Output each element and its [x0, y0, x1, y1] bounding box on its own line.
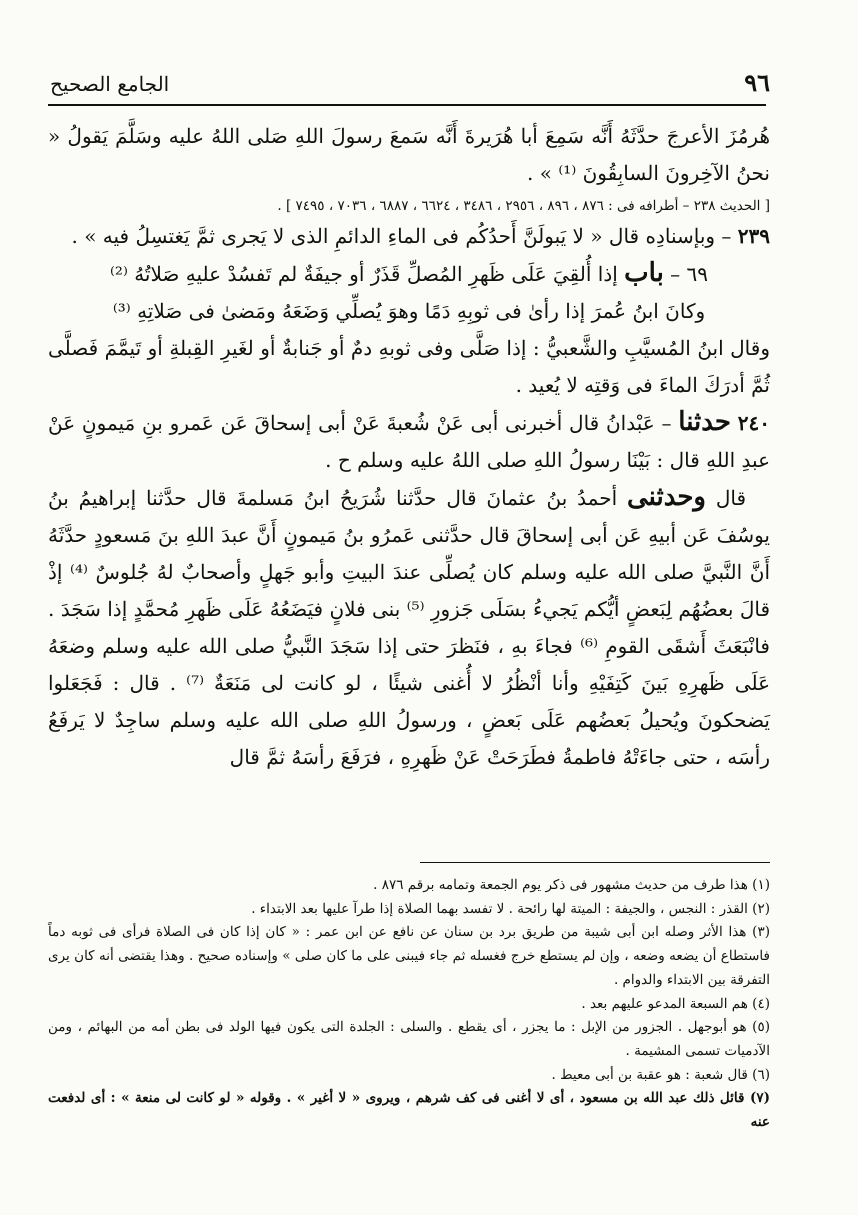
ibn-umar-athar: وكانَ ابنُ عُمرَ إذا رأىٰ فى ثوبِهِ دَمًا وهوَ يُصلِّي وَضَعَهُ ومَضىٰ فى صَلاتِهِ ⁽³⁾	[112, 299, 706, 323]
footnote-4: (٤) هم السبعة المدعو عليهم بعد .	[581, 995, 770, 1012]
footnotes	[48, 874, 770, 1135]
page-header	[50, 68, 770, 104]
qala-word: قال	[715, 486, 746, 510]
hadith-number: ٢٣٩	[737, 224, 770, 248]
running-title: الجامع الصحيح	[50, 72, 170, 96]
hadith-240	[48, 404, 770, 479]
footnote-3: (٣) هذا الأثر وصله ابن أبى شيبة من طريق برد بن سنان عن نافع عن ابن عمر : « كان إذا كان فى الصلاة فرأى فى ثوبه دماً فاستطاع أن يضعه وضعه ، وإن لم يستطع خرج فغسله ثم جاء فيبنى على ما كان صلى » وإسناده صحيح . وهذا يقتضى أنه كان يرى التفرقة بين الابتداء والدوام .	[48, 924, 770, 988]
haddathana-word: حدثنا	[678, 407, 731, 437]
hadith-number: ٢٤٠	[737, 411, 771, 435]
hadith-238-references: [ الحديث ٢٣٨ – أطرافه فى : ٨٧٦ ، ٨٩٦ ، ٢٩٥٦ ، ٣٤٨٦ ، ٦٦٢٤ ، ٦٨٨٧ ، ٧٠٣٦ ، ٧٤٩٥ ] .	[277, 198, 770, 214]
footnote-5: (٥) هو أبوجهل . الجزور من الإبل : ما يجزر ، أى يقطع . والسلى : الجلدة التى يكون فيها الولد فى بطن أمه من البهائم ، ومن الآدميات تسمى المشيمة .	[48, 1019, 770, 1059]
hadith-text: – وبإسنادِه قال « لا يَبولَنَّ أَحدُكُم فى الماءِ الدائمِ الذى لا يَجرى ثمَّ يَغتسِلُ فيه » .	[71, 224, 732, 248]
footnote-rule	[420, 862, 770, 863]
chapter-word: باب	[624, 258, 664, 288]
page-number: ٩٦	[744, 68, 770, 97]
footnote-2: (٢) القذر : النجس ، والجيفة : الميتة لها رائحة . لا تفسد بهما الصلاة إذا طرآ عليها بعد الابتداء .	[251, 900, 770, 917]
haddathani-word: وحدثنى	[626, 482, 706, 512]
chapter-title: إذا أُلقِيَ عَلَى ظَهرِ المُصلِّ قَذَرٌ أو جيفَةٌ لم تَفسُدْ عليهِ صَلاتُهُ ⁽²⁾	[109, 262, 618, 286]
footnote-6: (٦) قال شعبة : هو عقبة بن أبى معيط .	[551, 1066, 770, 1083]
header-rule	[48, 104, 766, 106]
hadith-text: أحمدُ بنُ عثمانَ قال حدَّثنا شُرَيحُ ابنُ مَسلمةَ قال حدَّثنا إبراهيمُ بنُ يوسُفَ عَن أبيهِ عَن أبى إسحاقَ قال حدَّثنى عَمرُو بنُ مَيمونٍ أَنَّ عبدَ اللهِ بنَ مَسعودٍ حدَّثَهُ أَنَّ النَّبيَّ صلى الله عليه وسلم كان يُصلِّى عندَ البيتِ وأبو جَهلٍ وأصحابٌ لهُ جُلوسٌ ⁽⁴⁾ إذْ قالَ بعضُهُم لِبَعضٍ أيُّكم يَجيءُ بسَلَى جَزورِ ⁽⁵⁾ بنى فلانٍ فيَضَعُهُ عَلَى ظَهرِ مُحمَّدٍ إذا سَجَدَ . فانْبَعَثَ أَشقَى القومِ ⁽⁶⁾ فجاءَ بهِ ، فنَظرَ حتى إذا سَجَدَ النَّبيُّ صلى الله عليه وسلم وضعَهُ عَلَى ظَهرِهِ بَينَ كَتِفَيْهِ وأنا أنْظُرُ لا أُغنى شيئًا ، لو كانت لى مَنَعَةٌ ⁽⁷⁾ . قال : فَجَعَلوا يَضحكونَ ويُحيلُ بَعضُهم عَلَى بَعضٍ ، ورسولُ اللهِ صلى الله عليه وسلم ساجِدٌ لا يَرفَعُ رأسَه ، حتى جاءَتْهُ فاطمةُ فطَرَحَتْ عَنْ ظَهرِهِ ، فرَفَعَ رأسَهُ ثمَّ قال	[48, 486, 771, 769]
hadith-240-second-chain	[48, 479, 770, 776]
chapter-heading-69	[48, 255, 770, 293]
hadith-239	[48, 218, 770, 255]
footnote-1: (١) هذا طرف من حديث مشهور فى ذكر يوم الجمعة وتمامه برقم ٨٧٦ .	[373, 877, 770, 893]
hadith-text: – عَبْدانُ قال أخبرنى أبى عَنْ شُعبةَ عَنْ أبى إسحاقَ عَن عَمرو بنِ مَيمونٍ عَنْ عبدِ اللهِ قال : بَيْنَا رسولُ اللهِ صلى اللهُ عليه وسلم ح .	[48, 411, 770, 472]
hadith-238-ending: هُرمُزَ الأعرجَ حدَّثَهُ أَنَّه سَمِعَ أبا هُرَيرةَ أَنَّه سَمعَ رسولَ اللهِ صَلى اللهُ عليه وسَلَّمَ يَقولُ « نحنُ الآخِرونَ السابِقُونَ ⁽¹⁾ » .	[48, 124, 770, 185]
chapter-number: ٦٩ –	[670, 262, 709, 286]
footnote-7: (٧) قائل ذلك عبد الله بن مسعود ، أى لا أغنى فى كف شرهم ، ويروى « لا أغير » . وقوله « لو كانت لى منعة » : أى لدفعت عنه	[48, 1090, 770, 1131]
main-text	[48, 118, 770, 776]
ibn-musayyib-athar: وقال ابنُ المُسيَّبِ والشَّعبيُّ : إذا صَلَّى وفى ثوبهِ دمٌ أو جَنابةٌ أو لغَيرِ القِبلةِ أو تَيمَّمَ فَصلَّى ثُمَّ أدرَكَ الماءَ فى وَقتِه لا يُعيد .	[48, 336, 770, 397]
